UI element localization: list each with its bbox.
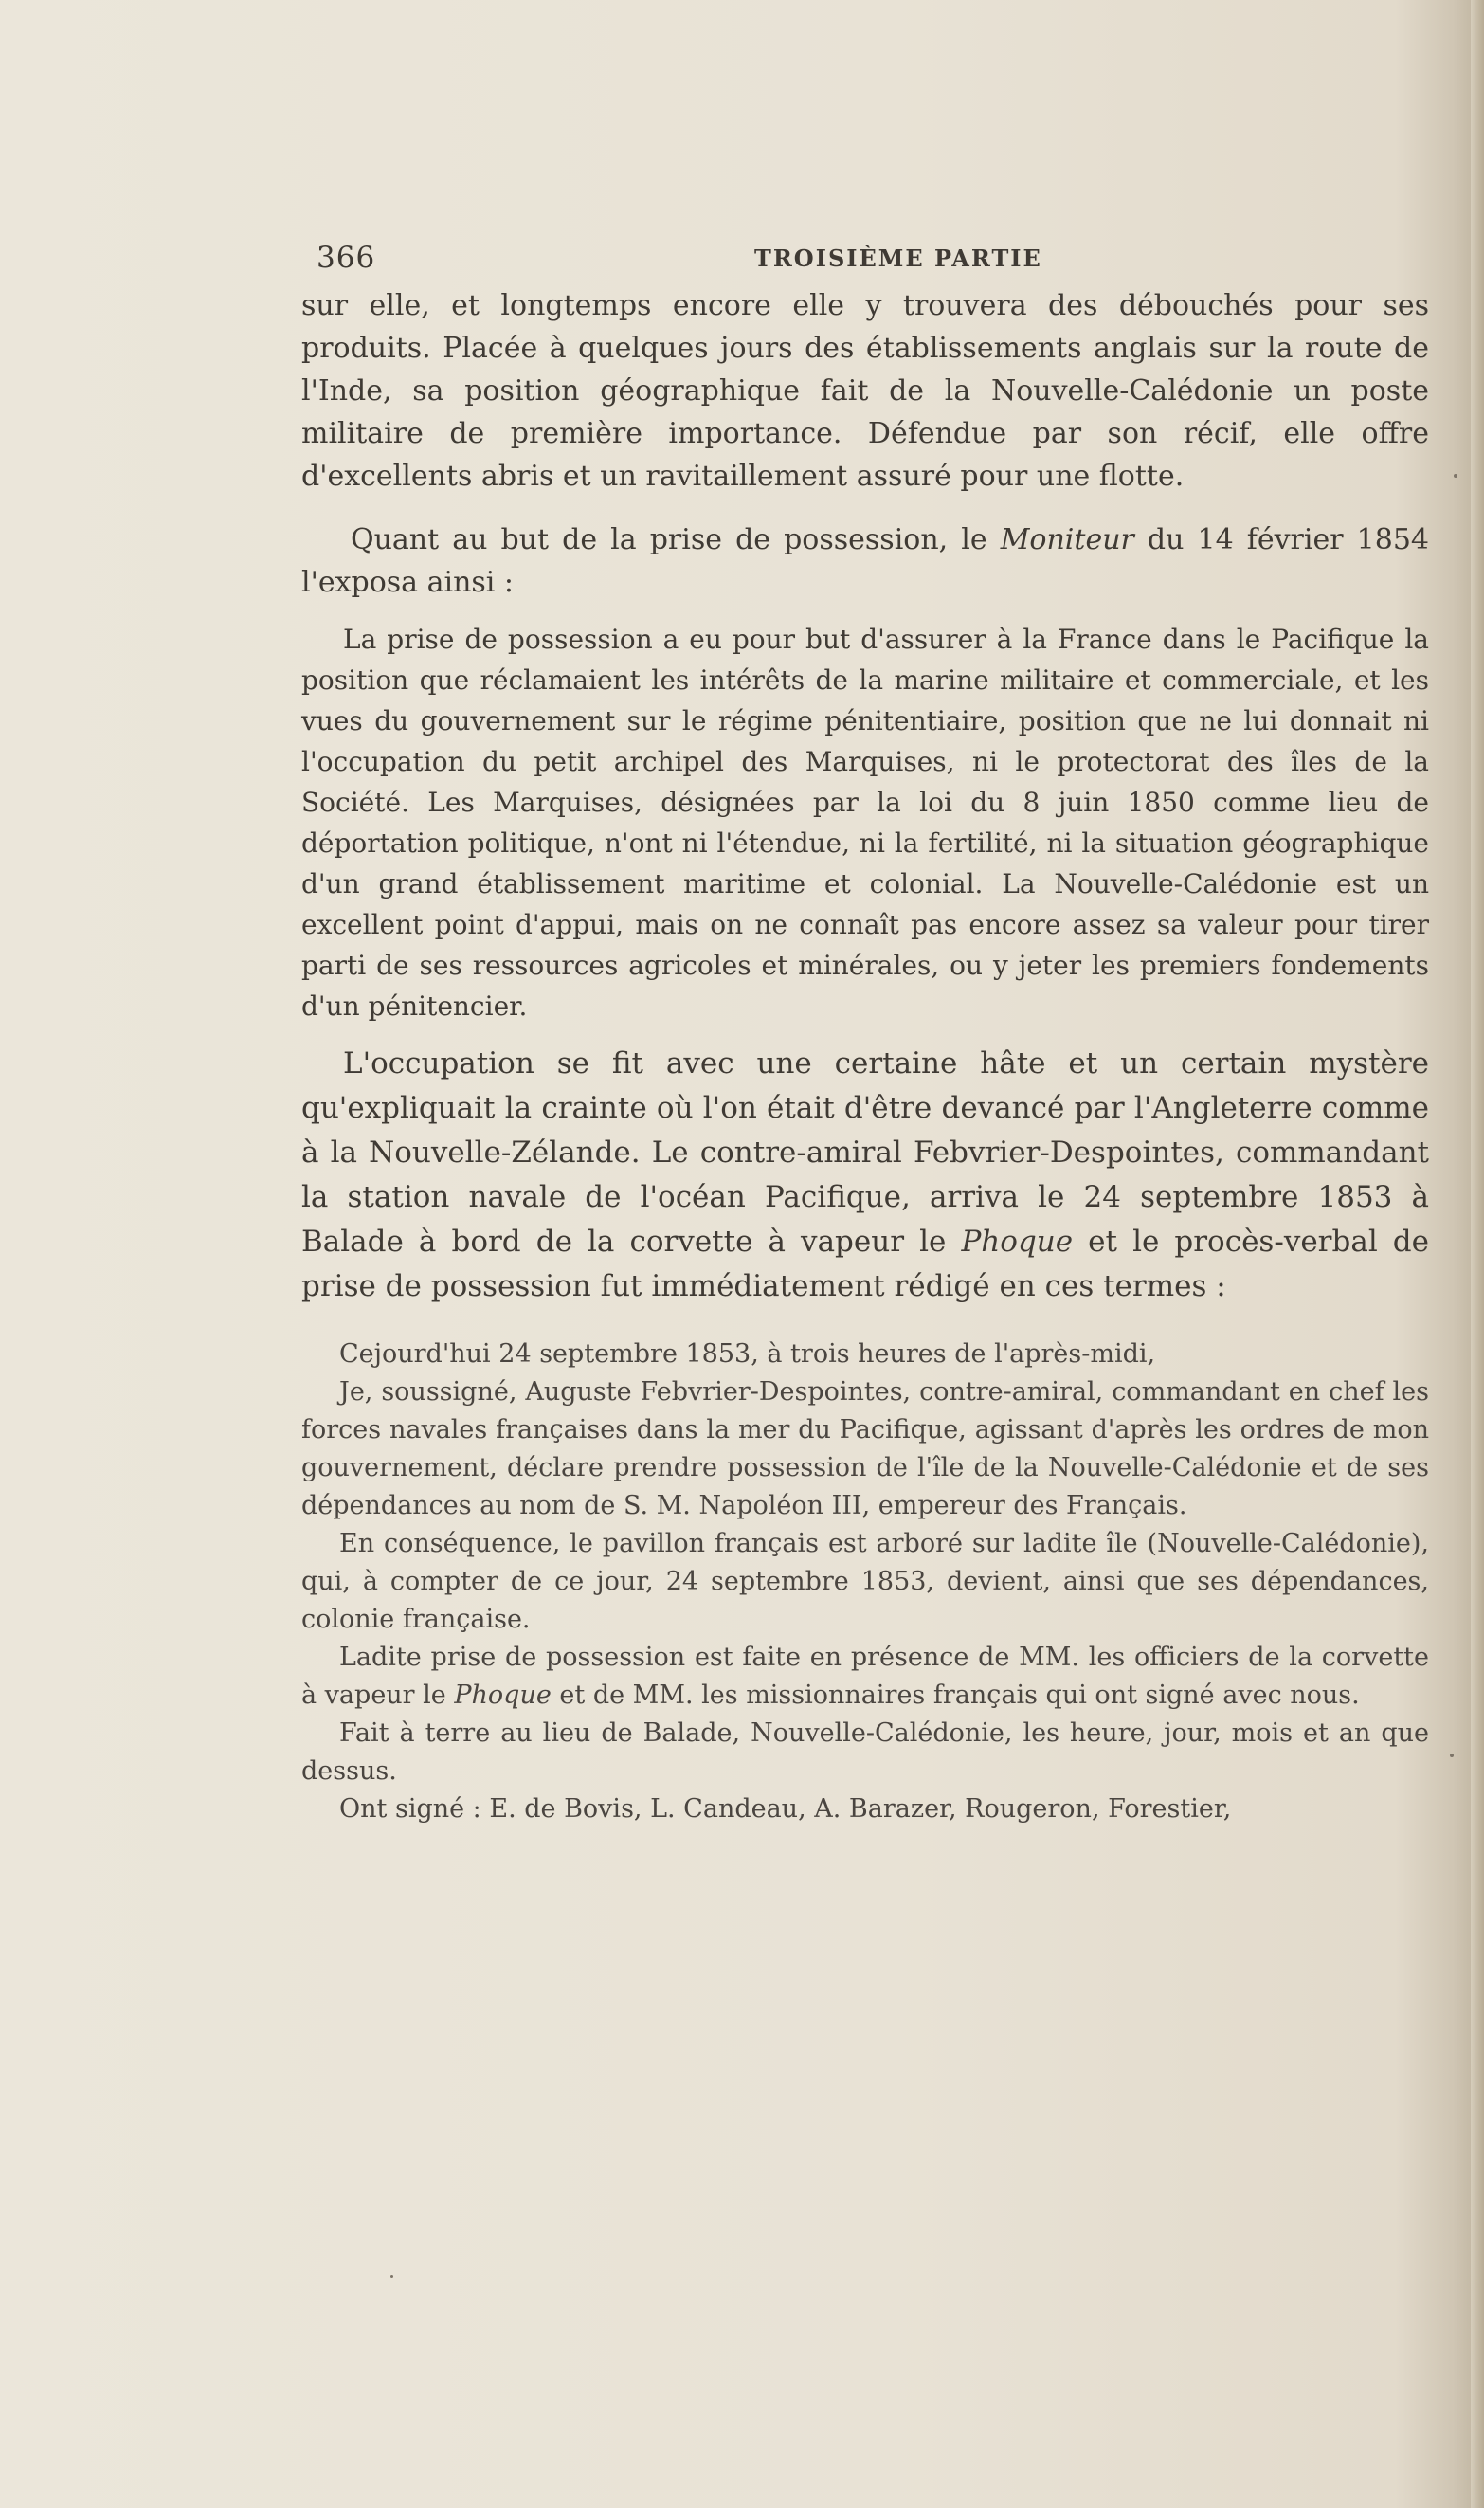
paragraph-continuation: sur elle, et longtemps encore elle y trouvera des débouchés pour ses produits. Placée à quelques jours des établissements anglais sur la route de l'Inde, sa position géographique fait de la Nouvelle-Calédonie un poste militaire de première importance. Défendue par son récif, elle offre d'excellents abris et un ravitaillement assuré pour une flotte. [301,289,1429,493]
paragraph-moniteur-text-end: du 14 février 1854 l'exposa ainsi : [301,523,1429,599]
moniteur-title: Moniteur [1000,523,1134,556]
paragraph-occupation [301,1042,1429,1309]
paragraph-moniteur [301,518,1429,604]
quotation-moniteur: La prise de possession a eu pour but d'assurer à la France dans le Pacifique la position que réclamaient les intérêts de la marine militaire et commerciale, et les vues du gouvernement sur le régime pénitentiaire, position que ne lui donnait ni l'occupation du petit archipel des Marquises, ni le protectorat des îles de la Société. Les Marquises, désignées par la loi du 8 juin 1850 comme lieu de déportation politique, n'ont ni l'étendue, ni la fertilité, ni la situation géographique d'un grand établissement maritime et colonial. La Nouvelle-Calédonie est un excellent point d'appui, mais on ne connaît pas encore assez sa valeur pour tirer parti de ses ressources agricoles et minérales, ou y jeter les premiers fondements d'un pénitencier. [301,624,1429,1022]
paragraph-moniteur-text-start: Quant au but de la prise de possession, le [351,523,1001,556]
page-body [301,284,1429,1828]
proces-verbal-place: Fait à terre au lieu de Balade, Nouvelle-Calédonie, les heure, jour, mois et an que dessus. [301,1718,1429,1786]
page-header [309,241,1427,282]
running-head: TROISIÈME PARTIE [754,245,1042,272]
ship-name: Phoque [961,1225,1074,1259]
witnesses-text-start: Ladite prise de possession est faite en présence de MM. les officiers de la corvette à vapeur le [301,1643,1429,1710]
proces-verbal-witnesses [301,1639,1429,1715]
paragraph-occupation-text-start: L'occupation se fit avec une certaine hâte et un certain mystère qu'expliquait la crainte où l'on était d'être devancé par l'Angleterre comme à la Nouvelle-Zélande. Le contre-amiral Febvrier-Despointes, commandant la station navale de l'océan Pacifique, arriva le 24 septembre 1853 à Balade à bord de la corvette à vapeur le [301,1046,1429,1259]
paper-speck [390,2275,393,2278]
ship-name-document: Phoque [454,1681,552,1710]
proces-verbal-date: Cejourd'hui 24 septembre 1853, à trois heures de l'après-midi, [339,1339,1156,1369]
paper-speck [1450,1754,1454,1757]
paragraph-occupation-text-end: et le procès-verbal de prise de possession fut immédiatement rédigé en ces termes : [301,1225,1429,1303]
proces-verbal-declaration: Je, soussigné, Auguste Febvrier-Despointes, contre-amiral, commandant en chef les forces navales françaises dans la mer du Pacifique, agissant d'après les ordres de mon gouvernement, déclare prendre possession de l'île de la Nouvelle-Calédonie et de ses dépendances au nom de S. M. Napoléon III, empereur des Français. [301,1377,1429,1520]
proces-verbal-flag: En conséquence, le pavillon français est arboré sur ladite île (Nouvelle-Calédonie), qui, à compter de ce jour, 24 septembre 1853, devient, ainsi que ses dépendances, colonie française. [301,1529,1429,1634]
page-edge-shadow [1471,0,1484,2508]
proces-verbal-signatures: Ont signé : E. de Bovis, L. Candeau, A. Barazer, Rougeron, Forestier, [339,1794,1232,1824]
paper-speck [1454,474,1457,478]
witnesses-text-end: et de MM. les missionnaires français qui ont signé avec nous. [551,1681,1360,1710]
proces-verbal [301,1336,1429,1828]
page-number: 366 [317,241,376,275]
